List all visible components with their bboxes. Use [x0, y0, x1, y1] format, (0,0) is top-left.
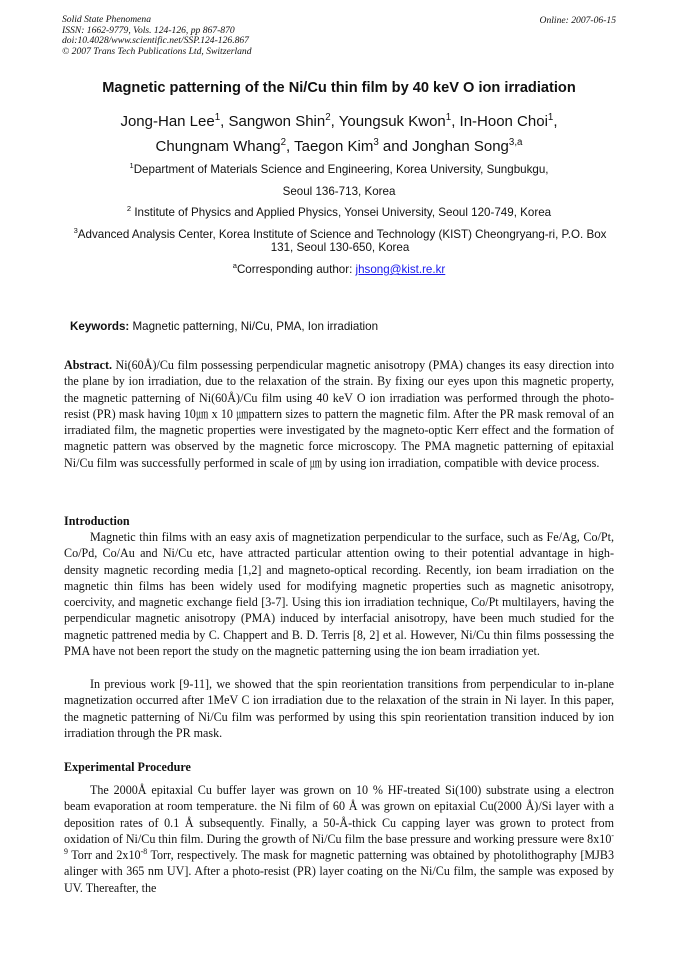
affiliation-3: $^3$Advanced Analysis Center, Korea Institute of Science and Technology (KIST) Cheongryang-ri, P.O. Box 131, Seoul 130-650, Korea: [73, 226, 607, 254]
author-line-1: Jong-Han Lee$^1$, Sangwon Shin$^2$, Youngsuk Kwon$^1$, In-Hoon Choi$^1$,: [120, 112, 558, 130]
journal-name: Solid State Phenomena: [62, 14, 151, 25]
abstract-label: Abstract.: [64, 358, 113, 372]
introduction-paragraph-1: Magnetic thin films with an easy axis of magnetization perpendicular to the surface, such as Fe/Ag, Co/Pt, Co/Pd, Co/Au and Ni/Cu etc, have attracted particular attention owing to their potential advantage in high-density magnetic recording media [1,2] and magneto-optical recording. Recently, ion beam irradiation on the magnetic thin films has been widely used for modifying magnetic properties such as magnetic anisotropy, coercivity, and magnetic exchange field [3-7]. Using this ion irradiation technique, Co/Pt multilayers, having the perpendicular magnetic anisotropy (PMA) induced by interfacial anisotropy, have been much studied for the magnetic pattrened media by C. Chappert and B. D. Terris [8, 2] et al. However, Ni/Cu thin films possessing the PMA have not been report the study on the magnetic patterning using the ion beam irradiation yet.: [64, 530, 614, 659]
introduction-heading: Introduction: [64, 514, 130, 528]
online-date: Online: 2007-06-15: [539, 15, 616, 26]
experimental-paragraph-1: The 2000Å epitaxial Cu buffer layer was grown on 10 % HF-treated Si(100) substrate using a electron beam evaporation at room temperature. the Ni film of 60 Å was grown on epitaxial Cu(2000 Å)/Si layer with a deposition rates of 0.1 Å subsequently. Finally, a 50-Å-thick Cu capping layer was grown to protect from oxidation of Ni/Cu thin film. During the growth of Ni/Cu film the base pressure and working pressure were $8x10^{-9}$ Torr and $2x10^{-8}$ Torr, respectively. The mask for magnetic patterning was obtained by photolithography [MJB3 alinger with 365 nm UV]. After a photo-resist (PR) layer coating on the Ni/Cu film, the sample was exposed by UV. Thereafter, the: [64, 783, 614, 895]
author-line-2: Chungnam Whang$^2$, Taegon Kim$^3$ and Jonghan Song$^{3,a}$: [155, 137, 523, 155]
experimental-heading: Experimental Procedure: [64, 760, 191, 774]
corresponding-author: $^a$Corresponding author: jhsong@kist.re.kr: [232, 261, 446, 276]
issn-line: ISSN: 1662-9779, Vols. 124-126, pp 867-870: [62, 24, 235, 36]
doi-line: doi:10.4028/www.scientific.net/SSP.124-126.867: [62, 35, 249, 47]
affiliation-2: $^2$ Institute of Physics and Applied Physics, Yonsei University, Seoul 120-749, Korea: [126, 204, 552, 219]
abstract: Abstract. Ni(60Å)/Cu film possessing perpendicular magnetic anisotropy (PMA) changes its easy direction into the plane by ion irradiation, due to the relaxation of the strain. By fixing our eyes upon this magnetic property, the magnetic patterning of Ni(60Å)/Cu film using 40 keV O ion irradiation was performed through the photo-resist (PR) mask having 10㎛ x 10 ㎛pattern sizes to pattern the magnetic film. After the PR mask removal of an irradiated film, the magnetic properties were investigated by the magneto-optic Kerr effect and the formation of magnetic pattern was observed by the magnetic force microscopy. The PMA magnetic patterning of epitaxial Ni/Cu film was successfully performed in scale of ㎛ by using ion irradiation, compatible with device process.: [64, 358, 614, 470]
affiliation-1-line-1: $^1$Department of Materials Science and Engineering, Korea University, Sungbukgu,: [129, 161, 549, 176]
keywords: Keywords: Magnetic patterning, Ni/Cu, PMA, Ion irradiation: [70, 320, 379, 333]
copyright-line: © 2007 Trans Tech Publications Ltd, Switzerland: [62, 45, 252, 57]
journal-meta: [62, 15, 252, 57]
paper-title: Magnetic patterning of the Ni/Cu thin film by 40 keV O ion irradiation: [102, 80, 576, 96]
email-link[interactable]: jhsong@kist.re.kr: [355, 263, 446, 276]
affiliation-1-line-2: Seoul 136-713, Korea: [282, 185, 396, 198]
introduction-paragraph-2: In previous work [9-11], we showed that the spin reorientation transitions from perpendicular to in-plane magnetization occurred after 1MeV C ion irradiation due to the relaxation of the strain in Ni layer. In this paper, the magnetic patterning of Ni/Cu film was performed by using this spin reorientation transition induced by ion irradiation through the PR mask.: [64, 677, 614, 740]
